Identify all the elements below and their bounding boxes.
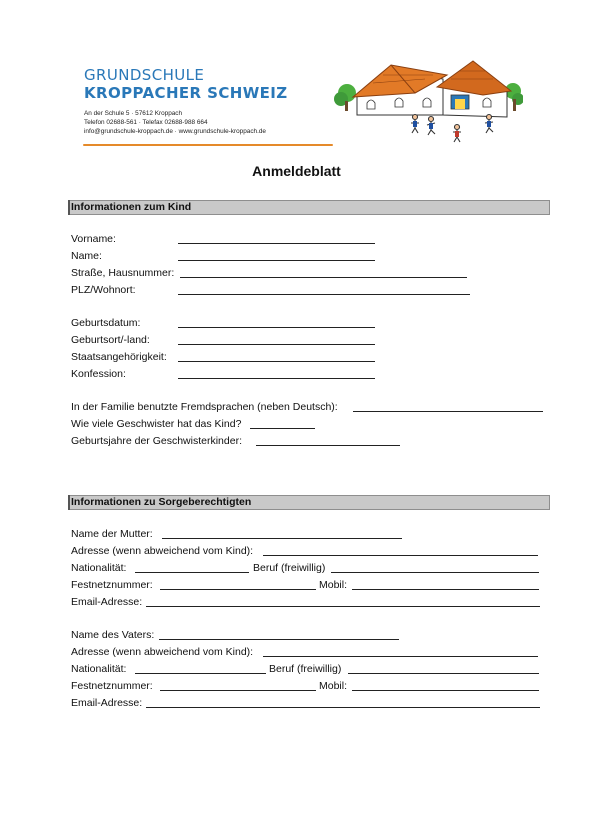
- field-line-father-address[interactable]: [263, 656, 538, 657]
- field-line-father-name[interactable]: [159, 639, 399, 640]
- field-label-citizenship: Staatsangehörigkeit:: [71, 351, 167, 363]
- section-header-child: Informationen zum Kind: [68, 200, 550, 215]
- field-label-mother-address: Adresse (wenn abweichend vom Kind):: [71, 545, 254, 557]
- field-line-confession[interactable]: [178, 378, 375, 379]
- field-line-father-occupation[interactable]: [348, 673, 539, 674]
- field-label-mother-occupation: Beruf (freiwillig): [253, 562, 326, 574]
- field-label-name: Name:: [71, 250, 102, 262]
- field-label-siblings: Wie viele Geschwister hat das Kind?: [71, 418, 242, 430]
- field-label-birth-date: Geburtsdatum:: [71, 317, 141, 329]
- field-line-languages[interactable]: [353, 411, 543, 412]
- field-label-mother-email: Email-Adresse:: [71, 596, 143, 608]
- field-line-mother-name[interactable]: [162, 538, 402, 539]
- field-line-siblings[interactable]: [250, 428, 315, 429]
- field-label-birth-place: Geburtsort/-land:: [71, 334, 150, 346]
- field-label-confession: Konfession:: [71, 368, 126, 380]
- field-label-sibling-years: Geburtsjahre der Geschwisterkinder:: [71, 435, 242, 447]
- field-line-mother-email[interactable]: [146, 606, 540, 607]
- field-line-father-email[interactable]: [146, 707, 540, 708]
- header-rule: [83, 144, 333, 146]
- field-line-name[interactable]: [178, 260, 375, 261]
- field-label-vorname: Vorname:: [71, 233, 116, 245]
- field-label-zip-city: PLZ/Wohnort:: [71, 284, 136, 296]
- school-email-web: info@grundschule-kroppach.de · www.grundschule-kroppach.de: [84, 128, 266, 135]
- field-label-father-occupation: Beruf (freiwillig): [269, 663, 342, 675]
- field-label-father-address: Adresse (wenn abweichend vom Kind):: [71, 646, 254, 658]
- field-label-father-name: Name des Vaters:: [71, 629, 155, 641]
- field-line-mother-landline[interactable]: [160, 589, 316, 590]
- field-line-sibling-years[interactable]: [256, 445, 400, 446]
- field-label-mother-name: Name der Mutter:: [71, 528, 153, 540]
- field-line-vorname[interactable]: [178, 243, 375, 244]
- school-phone-fax: Telefon 02688-561 · Telefax 02688-988 664: [84, 119, 208, 126]
- field-line-mother-mobile[interactable]: [352, 589, 539, 590]
- field-label-father-mobile: Mobil:: [319, 680, 348, 692]
- field-line-birth-place[interactable]: [178, 344, 375, 345]
- field-label-father-nationality: Nationalität:: [71, 663, 127, 675]
- field-label-father-landline: Festnetznummer:: [71, 680, 153, 692]
- school-name-line1: GRUNDSCHULE: [84, 66, 205, 84]
- field-line-father-mobile[interactable]: [352, 690, 539, 691]
- field-line-father-nationality[interactable]: [135, 673, 266, 674]
- field-label-mother-mobile: Mobil:: [319, 579, 348, 591]
- field-line-citizenship[interactable]: [178, 361, 375, 362]
- page-title: Anmeldeblatt: [252, 163, 341, 179]
- field-line-street[interactable]: [180, 277, 467, 278]
- school-name-line2: KROPPACHER SCHWEIZ: [84, 84, 288, 102]
- field-label-father-email: Email-Adresse:: [71, 697, 143, 709]
- field-label-mother-nationality: Nationalität:: [71, 562, 127, 574]
- field-label-street: Straße, Hausnummer:: [71, 267, 175, 279]
- field-line-birth-date[interactable]: [178, 327, 375, 328]
- field-line-zip-city[interactable]: [178, 294, 470, 295]
- section-header-guardians: Informationen zu Sorgeberechtigten: [68, 495, 550, 510]
- field-label-mother-landline: Festnetznummer:: [71, 579, 153, 591]
- field-line-father-landline[interactable]: [160, 690, 316, 691]
- field-line-mother-nationality[interactable]: [135, 572, 249, 573]
- field-label-languages: In der Familie benutzte Fremdsprachen (neben Deutsch):: [71, 401, 338, 413]
- field-line-mother-occupation[interactable]: [331, 572, 539, 573]
- field-line-mother-address[interactable]: [263, 555, 538, 556]
- school-building-drawing: [333, 57, 523, 145]
- school-address: An der Schule 5 · 57612 Kroppach: [84, 110, 183, 117]
